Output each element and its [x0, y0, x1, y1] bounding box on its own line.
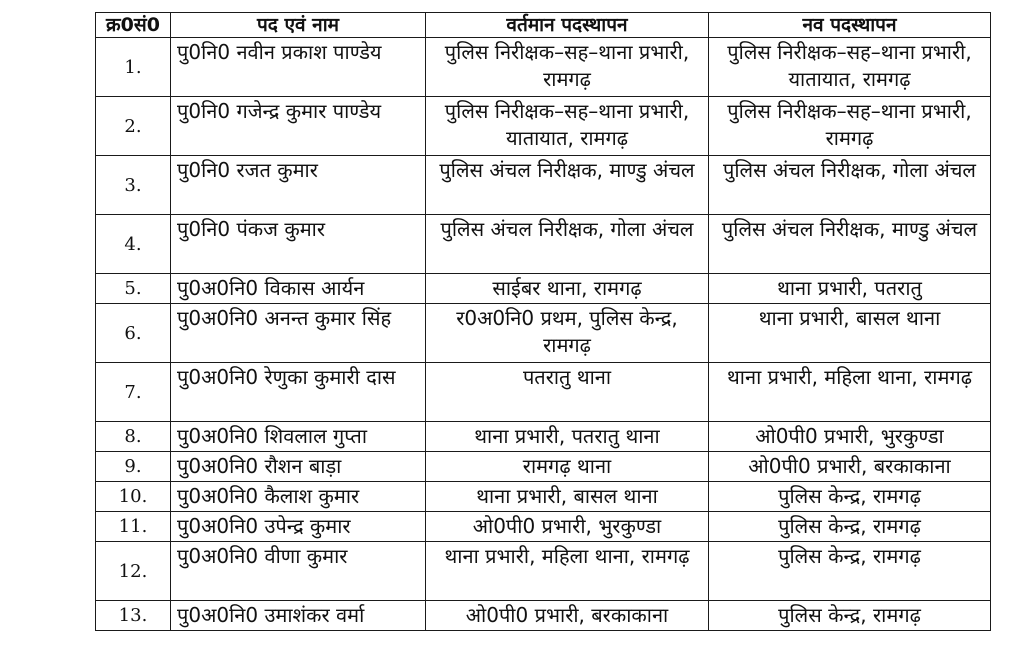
serial-cell: 9.	[96, 452, 171, 482]
new-posting-cell: पुलिस निरीक्षक–सह–थाना प्रभारी, रामगढ़	[709, 97, 991, 156]
serial-cell: 7.	[96, 363, 171, 422]
name-cell: पु0अ0नि0 अनन्त कुमार सिंह	[171, 304, 426, 363]
serial-cell: 2.	[96, 97, 171, 156]
current-posting-cell: पुलिस अंचल निरीक्षक, माण्डु अंचल	[426, 156, 709, 215]
new-posting-cell: पुलिस अंचल निरीक्षक, गोला अंचल	[709, 156, 991, 215]
new-posting-cell: पुलिस केन्द्र, रामगढ़	[709, 601, 991, 631]
serial-cell: 6.	[96, 304, 171, 363]
new-posting-cell: पुलिस केन्द्र, रामगढ़	[709, 482, 991, 512]
transfer-table	[95, 12, 991, 631]
table-row	[96, 97, 991, 156]
name-cell: पु0अ0नि0 उपेन्द्र कुमार	[171, 512, 426, 542]
header-current-posting: वर्तमान पदस्थापन	[426, 13, 709, 38]
new-posting-cell: थाना प्रभारी, महिला थाना, रामगढ़	[709, 363, 991, 422]
name-cell: पु0नि0 नवीन प्रकाश पाण्डेय	[171, 38, 426, 97]
new-posting-cell: ओ0पी0 प्रभारी, बरकाकाना	[709, 452, 991, 482]
current-posting-cell: र0अ0नि0 प्रथम, पुलिस केन्द्र, रामगढ़	[426, 304, 709, 363]
table-header	[96, 13, 991, 38]
name-cell: पु0अ0नि0 वीणा कुमार	[171, 542, 426, 601]
serial-cell: 12.	[96, 542, 171, 601]
current-posting-cell: थाना प्रभारी, बासल थाना	[426, 482, 709, 512]
name-cell: पु0नि0 पंकज कुमार	[171, 215, 426, 274]
table-row	[96, 422, 991, 452]
serial-cell: 3.	[96, 156, 171, 215]
current-posting-cell: पुलिस निरीक्षक–सह–थाना प्रभारी, यातायात, रामगढ़	[426, 97, 709, 156]
new-posting-cell: ओ0पी0 प्रभारी, भुरकुण्डा	[709, 422, 991, 452]
header-new-posting: नव पदस्थापन	[709, 13, 991, 38]
current-posting-cell: ओ0पी0 प्रभारी, भुरकुण्डा	[426, 512, 709, 542]
new-posting-cell: पुलिस निरीक्षक–सह–थाना प्रभारी, यातायात, रामगढ़	[709, 38, 991, 97]
new-posting-cell: पुलिस केन्द्र, रामगढ़	[709, 512, 991, 542]
header-serial: क्र0सं0	[96, 13, 171, 38]
name-cell: पु0नि0 रजत कुमार	[171, 156, 426, 215]
table-row	[96, 304, 991, 363]
serial-cell: 13.	[96, 601, 171, 631]
current-posting-cell: साईबर थाना, रामगढ़	[426, 274, 709, 304]
table-row	[96, 274, 991, 304]
new-posting-cell: थाना प्रभारी, पतरातु	[709, 274, 991, 304]
name-cell: पु0नि0 गजेन्द्र कुमार पाण्डेय	[171, 97, 426, 156]
table-row	[96, 482, 991, 512]
name-cell: पु0अ0नि0 रौशन बाड़ा	[171, 452, 426, 482]
current-posting-cell: रामगढ़ थाना	[426, 452, 709, 482]
name-cell: पु0अ0नि0 उमाशंकर वर्मा	[171, 601, 426, 631]
table-body	[96, 38, 991, 631]
current-posting-cell: थाना प्रभारी, महिला थाना, रामगढ़	[426, 542, 709, 601]
current-posting-cell: पतरातु थाना	[426, 363, 709, 422]
table-row	[96, 363, 991, 422]
table-row	[96, 542, 991, 601]
new-posting-cell: पुलिस अंचल निरीक्षक, माण्डु अंचल	[709, 215, 991, 274]
current-posting-cell: ओ0पी0 प्रभारी, बरकाकाना	[426, 601, 709, 631]
name-cell: पु0अ0नि0 कैलाश कुमार	[171, 482, 426, 512]
name-cell: पु0अ0नि0 शिवलाल गुप्ता	[171, 422, 426, 452]
current-posting-cell: पुलिस अंचल निरीक्षक, गोला अंचल	[426, 215, 709, 274]
serial-cell: 1.	[96, 38, 171, 97]
current-posting-cell: थाना प्रभारी, पतरातु थाना	[426, 422, 709, 452]
serial-cell: 10.	[96, 482, 171, 512]
table-row	[96, 38, 991, 97]
table-row	[96, 601, 991, 631]
new-posting-cell: पुलिस केन्द्र, रामगढ़	[709, 542, 991, 601]
current-posting-cell: पुलिस निरीक्षक–सह–थाना प्रभारी, रामगढ़	[426, 38, 709, 97]
serial-cell: 4.	[96, 215, 171, 274]
table-row	[96, 452, 991, 482]
name-cell: पु0अ0नि0 विकास आर्यन	[171, 274, 426, 304]
header-rank-name: पद एवं नाम	[171, 13, 426, 38]
new-posting-cell: थाना प्रभारी, बासल थाना	[709, 304, 991, 363]
table-row	[96, 215, 991, 274]
serial-cell: 8.	[96, 422, 171, 452]
serial-cell: 5.	[96, 274, 171, 304]
table-row	[96, 512, 991, 542]
table-row	[96, 156, 991, 215]
header-row	[96, 13, 991, 38]
serial-cell: 11.	[96, 512, 171, 542]
name-cell: पु0अ0नि0 रेणुका कुमारी दास	[171, 363, 426, 422]
